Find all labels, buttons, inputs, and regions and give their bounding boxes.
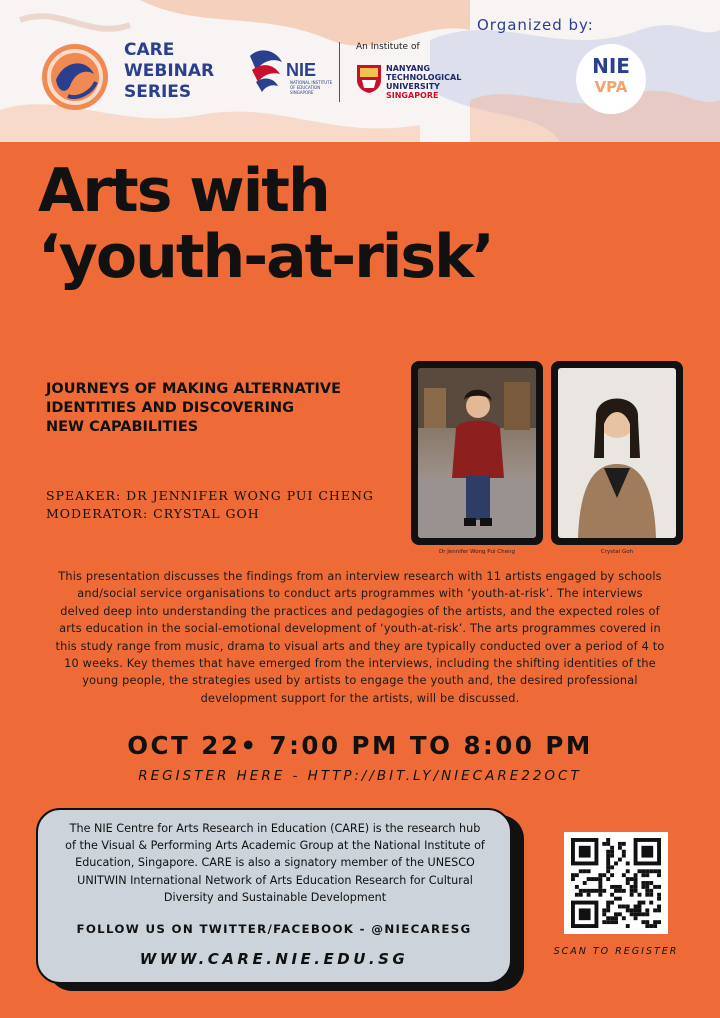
register-link[interactable]: REGISTER HERE - HTTP://BIT.LY/NIECARE22OCT bbox=[138, 768, 582, 784]
description-line: This presentation discusses the findings from an interview research with 11 artists engaged by schools bbox=[58, 570, 662, 583]
moderator-photo bbox=[558, 368, 676, 538]
about-line: The NIE Centre for Arts Research in Education (CARE) is the research hub bbox=[69, 822, 481, 835]
header-divider bbox=[339, 42, 340, 102]
qr-code[interactable] bbox=[564, 832, 668, 934]
series-line: SERIES bbox=[124, 82, 192, 102]
organized-by-label: Organized by: bbox=[477, 16, 594, 34]
care-about-text bbox=[52, 820, 498, 906]
moderator-photo-frame bbox=[551, 361, 683, 545]
nie-mark: NIE bbox=[286, 60, 317, 80]
website-link[interactable]: WWW.CARE.NIE.EDU.SG bbox=[139, 950, 409, 968]
description-line: young people, the strategies used by artists to engage the youth and, the desired professional bbox=[82, 674, 638, 688]
care-logo-icon bbox=[38, 40, 112, 114]
speaker-line: SPEAKER: DR JENNIFER WONG PUI CHENG bbox=[46, 488, 374, 503]
speaker-photo bbox=[418, 368, 536, 538]
moderator-caption: Crystal Goh bbox=[600, 549, 634, 555]
title-line: Arts with bbox=[38, 156, 329, 226]
ntu-name bbox=[386, 64, 461, 100]
ntu-line: NANYANG bbox=[386, 64, 431, 73]
subtitle-line: JOURNEYS OF MAKING ALTERNATIVE bbox=[46, 381, 342, 397]
ntu-country: SINGAPORE bbox=[386, 91, 439, 100]
event-subtitle bbox=[46, 380, 341, 437]
nie-subtitle: NATIONAL INSTITUTE OF EDUCATION SINGAPORE bbox=[290, 80, 333, 95]
qr-code-icon bbox=[570, 838, 662, 928]
description-line: and/social service organisations to conduct arts programmes with ‘youth-at-risk’. The interviews bbox=[77, 587, 643, 601]
series-line: WEBINAR bbox=[124, 61, 215, 81]
description-line: this study range from music, drama to visual arts and they are typically conducted over a period of 4 to bbox=[55, 639, 665, 653]
speaker-figure-icon bbox=[418, 368, 536, 538]
about-line: UNITWIN International Network of Arts Education Research for Cultural bbox=[77, 873, 473, 887]
ntu-line: UNIVERSITY bbox=[386, 82, 440, 91]
series-line: CARE bbox=[124, 40, 175, 60]
moderator-figure-icon bbox=[558, 368, 676, 538]
ntu-line: TECHNOLOGICAL bbox=[386, 73, 462, 82]
event-date-time: OCT 22• 7:00 PM TO 8:00 PM bbox=[127, 731, 593, 760]
institute-label: An Institute of bbox=[356, 42, 420, 52]
description-line: delved deep into understanding the practices and pedagogies of the artists, and the expected roles of bbox=[60, 604, 660, 618]
about-line: of the Visual & Performing Arts Academic Group at the National Institute of bbox=[65, 839, 485, 853]
speaker-caption: Dr Jennifer Wong Pui Cheng bbox=[439, 549, 515, 555]
care-webinar-series bbox=[124, 40, 214, 103]
description-line: arts education in the social-emotional development of ‘youth-at-risk’. The arts programmes covered in bbox=[59, 622, 661, 636]
organizer-vpa: VPA bbox=[594, 78, 628, 96]
nie-vpa-logo bbox=[576, 44, 646, 114]
description-line: 10 weeks. Key themes that have emerged from the interviews, including the shifting identities of the bbox=[64, 657, 656, 671]
organizer-nie: NIE bbox=[592, 54, 630, 78]
subtitle-line: NEW CAPABILITIES bbox=[46, 419, 199, 435]
description-line: development support for the artists, will be discussed. bbox=[200, 691, 520, 705]
subtitle-line: IDENTITIES AND DISCOVERING bbox=[46, 400, 295, 416]
header-banner bbox=[0, 0, 720, 142]
ntu-crest-icon bbox=[356, 64, 382, 94]
speaker-photo-frame bbox=[411, 361, 543, 545]
follow-us-line: FOLLOW US ON TWITTER/FACEBOOK - @NIECARESG bbox=[76, 922, 472, 936]
about-line: Diversity and Sustainable Development bbox=[163, 890, 387, 904]
title-line: ‘youth-at-risk’ bbox=[38, 222, 493, 292]
moderator-line: MODERATOR: CRYSTAL GOH bbox=[46, 506, 260, 521]
event-description bbox=[38, 568, 682, 707]
scan-to-register-label: SCAN TO REGISTER bbox=[553, 946, 679, 957]
event-title bbox=[38, 158, 493, 290]
about-line: Education, Singapore. CARE is also a signatory member of the UNESCO bbox=[75, 856, 475, 870]
